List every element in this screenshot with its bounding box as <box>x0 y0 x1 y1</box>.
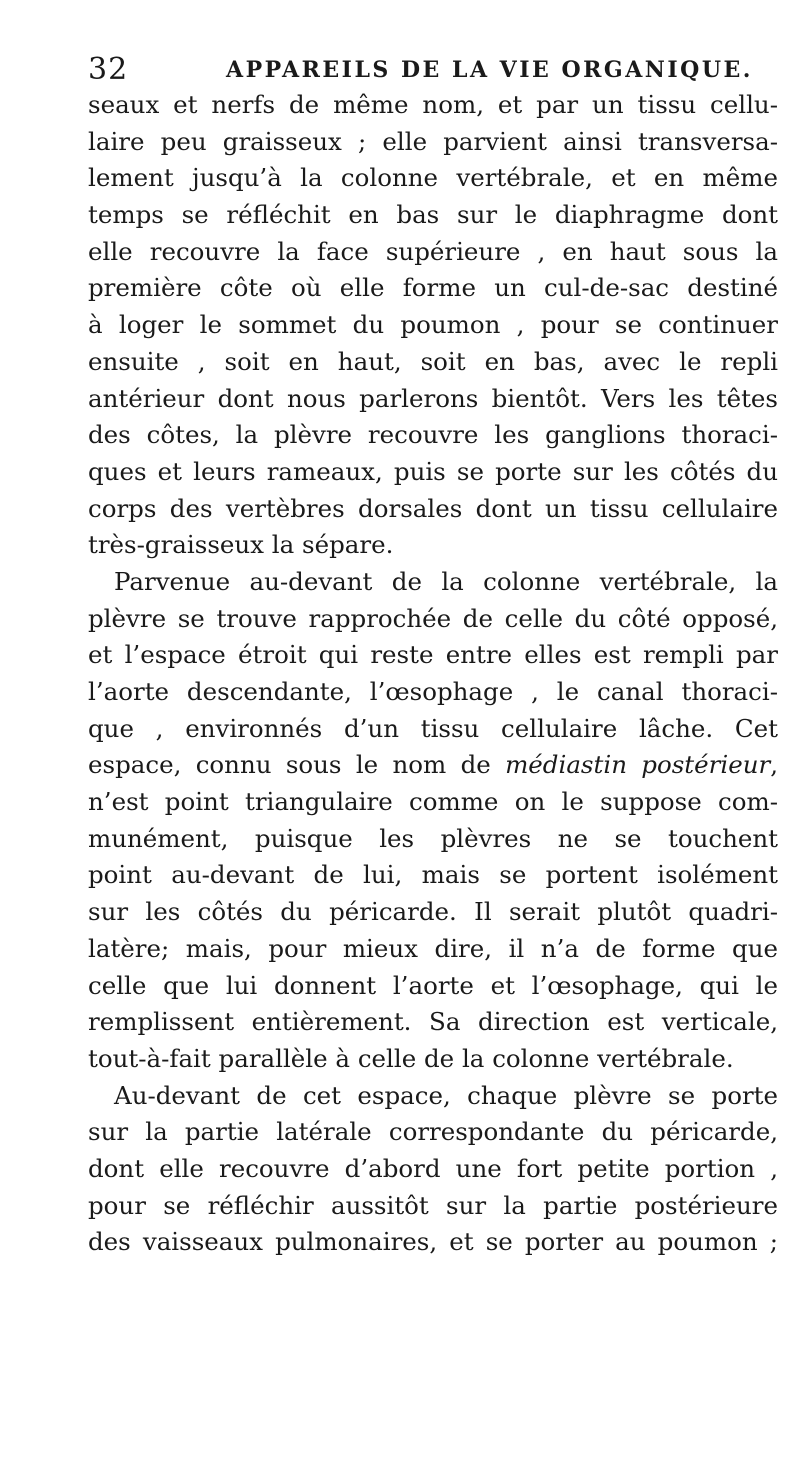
text-line: plèvre se trouve rapprochée de celle du côté opposé, <box>88 603 778 633</box>
text-line: l’aorte descendante, l’œsophage , le canal thoraci- <box>88 677 778 706</box>
text-line: n’est point triangulaire comme on le suppose com- <box>88 787 778 817</box>
text-line: à loger le sommet du poumon , pour se continuer <box>88 310 778 340</box>
paragraph <box>88 1078 778 1261</box>
text-line: temps se réfléchit en bas sur le diaphragme dont <box>88 200 778 230</box>
running-head: APPAREILS DE LA VIE ORGANIQUE. <box>226 57 753 83</box>
text-line: sur la partie latérale correspondante du péricarde, <box>88 1117 778 1147</box>
text-line: des côtes, la plèvre recouvre les ganglions thoraci- <box>88 420 778 450</box>
text-line: munément, puisque les plèvres ne se touchent <box>88 823 778 853</box>
text-line: Parvenue au-devant de la colonne vertébrale, la <box>114 566 778 596</box>
text-line: ensuite , soit en haut, soit en bas, avec le repli <box>88 346 778 376</box>
paragraph <box>88 564 778 1078</box>
text-segment: , <box>770 750 778 780</box>
text-line-with-italic <box>88 747 778 784</box>
text-line: tout-à-fait parallèle à celle de la colonne vertébrale. <box>88 1043 734 1073</box>
paragraph <box>88 87 778 564</box>
text-line: point au-devant de lui, mais se portent isolément <box>88 860 778 890</box>
text-line: sur les côtés du péricarde. Il serait plutôt quadri- <box>88 897 778 927</box>
italic-term: médiastin postérieur <box>505 750 771 780</box>
text-line: lement jusqu’à la colonne vertébrale, et en même <box>88 163 778 193</box>
text-line: que , environnés d’un tissu cellulaire lâche. Cet <box>88 713 778 743</box>
page-header <box>88 48 778 88</box>
text-line: remplissent entièrement. Sa direction est verticale, <box>88 1007 778 1037</box>
body-text <box>88 87 778 1261</box>
text-line: elle recouvre la face supérieure , en haut sous la <box>88 236 778 266</box>
text-line: seaux et nerfs de même nom, et par un tissu cellu- <box>88 90 778 119</box>
text-line: pour se réfléchir aussitôt sur la partie postérieure <box>88 1190 778 1220</box>
text-line: première côte où elle forme un cul-de-sac destiné <box>88 273 778 303</box>
text-line: latère; mais, pour mieux dire, il n’a de forme que <box>88 933 778 963</box>
text-line: ques et leurs rameaux, puis se porte sur les côtés du <box>88 456 778 486</box>
text-line: très-graisseux la sépare. <box>88 530 394 560</box>
text-line: des vaisseaux pulmonaires, et se porter au poumon ; <box>88 1227 778 1257</box>
text-line: corps des vertèbres dorsales dont un tissu cellulaire <box>88 493 778 523</box>
text-line: antérieur dont nous parlerons bientôt. Vers les têtes <box>88 383 778 413</box>
page-number: 32 <box>88 52 129 87</box>
text-line: celle que lui donnent l’aorte et l’œsophage, qui le <box>88 970 778 1000</box>
text-segment: espace, connu sous le nom de <box>88 750 506 780</box>
text-line: laire peu graisseux ; elle parvient ainsi transversa- <box>88 126 778 156</box>
text-line: dont elle recouvre d’abord une fort petite portion , <box>88 1153 778 1183</box>
text-line: et l’espace étroit qui reste entre elles est rempli par <box>88 640 778 670</box>
text-line: Au-devant de cet espace, chaque plèvre se porte <box>114 1080 778 1110</box>
